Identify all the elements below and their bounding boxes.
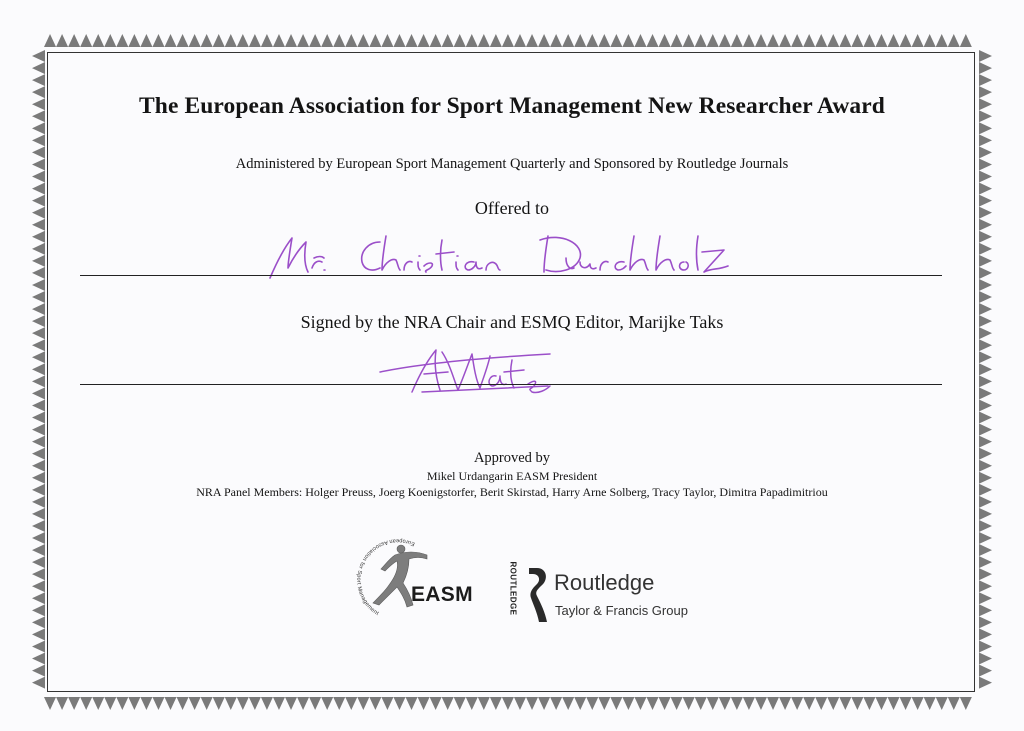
- border-triangle: [44, 34, 56, 47]
- border-triangle: [80, 34, 92, 47]
- border-triangle: [165, 34, 177, 47]
- border-triangle: [979, 279, 992, 291]
- border-triangle: [979, 412, 992, 424]
- border-triangle: [418, 34, 430, 47]
- border-triangle: [104, 34, 116, 47]
- routledge-side-text: ROUTLEDGE: [508, 561, 518, 616]
- border-triangle: [755, 697, 767, 710]
- border-triangle: [622, 34, 634, 47]
- border-triangle: [979, 436, 992, 448]
- border-triangle: [345, 697, 357, 710]
- border-triangle: [32, 568, 45, 580]
- border-triangle: [839, 697, 851, 710]
- border-triangle: [900, 697, 912, 710]
- border-triangle: [309, 34, 321, 47]
- border-triangle: [285, 697, 297, 710]
- border-triangle: [936, 697, 948, 710]
- border-triangle: [249, 697, 261, 710]
- border-triangle: [979, 665, 992, 677]
- border-triangle: [152, 34, 164, 47]
- border-triangle: [357, 34, 369, 47]
- certificate-subtitle: Administered by European Sport Management Quarterly and Sponsored by Routledge Journals: [235, 156, 789, 172]
- border-triangle: [32, 424, 45, 436]
- border-triangle: [381, 34, 393, 47]
- border-triangle: [550, 34, 562, 47]
- border-triangle: [225, 697, 237, 710]
- border-triangle: [936, 34, 948, 47]
- border-triangle: [979, 375, 992, 387]
- border-triangle: [526, 697, 538, 710]
- border-triangle: [32, 243, 45, 255]
- border-triangle: [92, 34, 104, 47]
- border-triangle: [979, 616, 992, 628]
- border-triangle: [140, 34, 152, 47]
- border-triangle: [979, 183, 992, 195]
- border-triangle: [32, 616, 45, 628]
- routledge-logo: [505, 562, 705, 628]
- border-triangle: [647, 697, 659, 710]
- border-triangle: [979, 628, 992, 640]
- border-triangle: [32, 508, 45, 520]
- border-triangle: [32, 291, 45, 303]
- border-triangle: [369, 697, 381, 710]
- border-triangle: [979, 424, 992, 436]
- border-triangle: [261, 697, 273, 710]
- border-triangle: [791, 697, 803, 710]
- border-triangle: [32, 183, 45, 195]
- border-triangle: [634, 34, 646, 47]
- border-triangle: [979, 339, 992, 351]
- border-triangle: [406, 697, 418, 710]
- border-triangle: [430, 34, 442, 47]
- border-triangle: [393, 697, 405, 710]
- border-triangle: [538, 697, 550, 710]
- border-triangle: [979, 231, 992, 243]
- border-triangle: [550, 697, 562, 710]
- border-triangle: [32, 219, 45, 231]
- border-triangle: [116, 697, 128, 710]
- border-triangle: [32, 122, 45, 134]
- border-triangle: [128, 697, 140, 710]
- border-triangle: [767, 34, 779, 47]
- border-triangle: [598, 34, 610, 47]
- border-triangle: [406, 34, 418, 47]
- border-triangle: [671, 34, 683, 47]
- border-triangle: [979, 387, 992, 399]
- border-triangle: [827, 697, 839, 710]
- border-triangle: [979, 556, 992, 568]
- border-triangle: [32, 279, 45, 291]
- approved-by-label: Approved by: [473, 450, 551, 466]
- border-triangle: [924, 34, 936, 47]
- border-triangle: [393, 34, 405, 47]
- border-triangle: [92, 697, 104, 710]
- border-triangle: [979, 267, 992, 279]
- border-triangle: [321, 34, 333, 47]
- border-triangle: [56, 697, 68, 710]
- border-triangle: [683, 697, 695, 710]
- border-triangle: [466, 697, 478, 710]
- border-triangle: [177, 34, 189, 47]
- border-triangle: [285, 34, 297, 47]
- border-triangle: [538, 34, 550, 47]
- border-triangle: [442, 697, 454, 710]
- border-triangle: [490, 34, 502, 47]
- border-triangle: [659, 34, 671, 47]
- border-triangle: [731, 697, 743, 710]
- border-triangle: [297, 34, 309, 47]
- border-triangle: [430, 697, 442, 710]
- president-line: Mikel Urdangarin EASM President: [426, 469, 598, 483]
- border-triangle: [333, 34, 345, 47]
- border-triangle: [32, 604, 45, 616]
- athlete-figure-icon: [355, 535, 485, 625]
- border-triangle: [815, 34, 827, 47]
- border-triangle: [695, 697, 707, 710]
- border-triangle: [502, 34, 514, 47]
- border-triangle: [213, 34, 225, 47]
- border-triangle: [562, 697, 574, 710]
- border-triangle: [44, 697, 56, 710]
- border-triangle: [803, 34, 815, 47]
- border-triangle: [249, 34, 261, 47]
- border-triangle: [900, 34, 912, 47]
- border-triangle: [32, 640, 45, 652]
- border-triangle: [598, 697, 610, 710]
- border-triangle: [32, 580, 45, 592]
- border-triangle: [888, 34, 900, 47]
- border-triangle: [32, 339, 45, 351]
- border-triangle: [104, 697, 116, 710]
- border-triangle: [695, 34, 707, 47]
- border-triangle: [189, 697, 201, 710]
- border-triangle: [32, 520, 45, 532]
- panel-members-line: NRA Panel Members: Holger Preuss, Joerg Koenigstorfer, Berit Skirstad, Harry Arne Solberg, Tracy Taylor, Dimitra Papadimitriou: [196, 485, 828, 499]
- border-triangle: [128, 34, 140, 47]
- border-triangle: [189, 34, 201, 47]
- border-triangle: [875, 697, 887, 710]
- border-triangle: [779, 697, 791, 710]
- border-triangle: [707, 697, 719, 710]
- routledge-r-icon: [527, 566, 549, 624]
- border-triangle: [863, 34, 875, 47]
- border-triangle: [960, 34, 972, 47]
- border-triangle: [177, 697, 189, 710]
- border-triangle: [610, 34, 622, 47]
- border-triangle: [32, 399, 45, 411]
- border-triangle: [369, 34, 381, 47]
- border-triangle: [32, 677, 45, 689]
- border-triangle: [659, 697, 671, 710]
- border-triangle: [979, 74, 992, 86]
- border-triangle: [979, 568, 992, 580]
- border-triangle: [454, 697, 466, 710]
- border-triangle: [32, 231, 45, 243]
- border-triangle: [490, 697, 502, 710]
- border-triangle: [297, 697, 309, 710]
- editor-line: [80, 384, 942, 385]
- border-triangle: [32, 387, 45, 399]
- border-triangle: [273, 34, 285, 47]
- border-triangle: [979, 508, 992, 520]
- border-triangle: [912, 34, 924, 47]
- svg-text:European Association for Sport: European Association for Sport Management: [355, 537, 416, 618]
- border-triangle: [979, 291, 992, 303]
- border-triangle: [979, 640, 992, 652]
- border-triangle: [979, 134, 992, 146]
- border-triangle: [719, 697, 731, 710]
- border-triangle: [979, 243, 992, 255]
- border-triangle: [478, 697, 490, 710]
- border-triangle: [562, 34, 574, 47]
- signed-by-label: Signed by the NRA Chair and ESMQ Editor, Marijke Taks: [300, 312, 724, 332]
- border-triangle: [261, 34, 273, 47]
- border-triangle: [32, 351, 45, 363]
- border-triangle: [979, 653, 992, 665]
- border-triangle: [803, 697, 815, 710]
- recipient-line: [80, 275, 942, 276]
- border-triangle: [32, 412, 45, 424]
- border-triangle: [979, 255, 992, 267]
- border-triangle: [32, 436, 45, 448]
- border-triangle: [634, 697, 646, 710]
- border-triangle: [875, 34, 887, 47]
- border-triangle: [979, 122, 992, 134]
- border-triangle: [622, 697, 634, 710]
- border-triangle: [979, 580, 992, 592]
- border-triangle: [32, 50, 45, 62]
- border-triangle: [502, 697, 514, 710]
- border-triangle: [707, 34, 719, 47]
- border-triangle: [851, 697, 863, 710]
- border-triangle: [948, 34, 960, 47]
- border-triangle: [237, 34, 249, 47]
- border-triangle: [912, 697, 924, 710]
- border-triangle: [213, 697, 225, 710]
- border-triangle: [68, 34, 80, 47]
- border-triangle: [743, 697, 755, 710]
- border-triangle: [32, 556, 45, 568]
- border-triangle: [32, 628, 45, 640]
- certificate-title: The European Association for Sport Management New Researcher Award: [139, 93, 885, 119]
- border-triangle: [815, 697, 827, 710]
- border-triangle: [32, 267, 45, 279]
- border-triangle: [960, 697, 972, 710]
- border-triangle: [610, 697, 622, 710]
- border-triangle: [454, 34, 466, 47]
- border-triangle: [418, 697, 430, 710]
- border-triangle: [32, 375, 45, 387]
- border-triangle: [32, 665, 45, 677]
- border-triangle: [273, 697, 285, 710]
- border-triangle: [32, 592, 45, 604]
- routledge-group: Taylor & Francis Group: [555, 603, 688, 618]
- border-triangle: [140, 697, 152, 710]
- routledge-name: Routledge: [554, 570, 655, 595]
- border-triangle: [152, 697, 164, 710]
- border-triangle: [32, 653, 45, 665]
- border-triangle: [671, 697, 683, 710]
- border-triangle: [719, 34, 731, 47]
- border-triangle: [333, 697, 345, 710]
- border-triangle: [586, 697, 598, 710]
- border-triangle: [357, 697, 369, 710]
- border-triangle: [32, 255, 45, 267]
- border-triangle: [442, 34, 454, 47]
- border-triangle: [574, 697, 586, 710]
- border-triangle: [755, 34, 767, 47]
- border-triangle: [514, 697, 526, 710]
- border-triangle: [979, 677, 992, 689]
- border-triangle: [586, 34, 598, 47]
- border-triangle: [466, 34, 478, 47]
- border-triangle: [80, 697, 92, 710]
- border-triangle: [979, 219, 992, 231]
- border-triangle: [32, 62, 45, 74]
- border-triangle: [381, 697, 393, 710]
- border-triangle: [683, 34, 695, 47]
- easm-name: EASM: [411, 583, 473, 606]
- border-triangle: [979, 592, 992, 604]
- border-triangle: [979, 62, 992, 74]
- border-triangle: [309, 697, 321, 710]
- border-triangle: [731, 34, 743, 47]
- border-triangle: [478, 34, 490, 47]
- border-triangle: [839, 34, 851, 47]
- offered-to-label: Offered to: [474, 198, 550, 218]
- border-triangle: [647, 34, 659, 47]
- border-triangle: [979, 363, 992, 375]
- border-triangle: [979, 520, 992, 532]
- border-triangle: [574, 34, 586, 47]
- border-triangle: [514, 34, 526, 47]
- border-triangle: [56, 34, 68, 47]
- border-triangle: [863, 697, 875, 710]
- border-triangle: [165, 697, 177, 710]
- border-triangle: [851, 34, 863, 47]
- editor-signature: [378, 344, 554, 396]
- border-triangle: [979, 544, 992, 556]
- easm-logo: [355, 535, 485, 625]
- border-triangle: [979, 532, 992, 544]
- border-triangle: [237, 697, 249, 710]
- border-triangle: [32, 532, 45, 544]
- border-triangle: [201, 697, 213, 710]
- border-triangle: [948, 697, 960, 710]
- border-triangle: [201, 34, 213, 47]
- border-triangle: [979, 50, 992, 62]
- border-triangle: [68, 697, 80, 710]
- border-triangle: [32, 363, 45, 375]
- border-triangle: [345, 34, 357, 47]
- border-triangle: [32, 74, 45, 86]
- border-triangle: [743, 34, 755, 47]
- border-triangle: [979, 604, 992, 616]
- border-triangle: [116, 34, 128, 47]
- border-triangle: [225, 34, 237, 47]
- border-triangle: [979, 351, 992, 363]
- border-triangle: [321, 697, 333, 710]
- border-triangle: [924, 697, 936, 710]
- border-triangle: [827, 34, 839, 47]
- border-triangle: [979, 399, 992, 411]
- border-triangle: [779, 34, 791, 47]
- border-triangle: [888, 697, 900, 710]
- border-triangle: [32, 544, 45, 556]
- border-triangle: [791, 34, 803, 47]
- border-triangle: [32, 134, 45, 146]
- border-triangle: [526, 34, 538, 47]
- border-triangle: [767, 697, 779, 710]
